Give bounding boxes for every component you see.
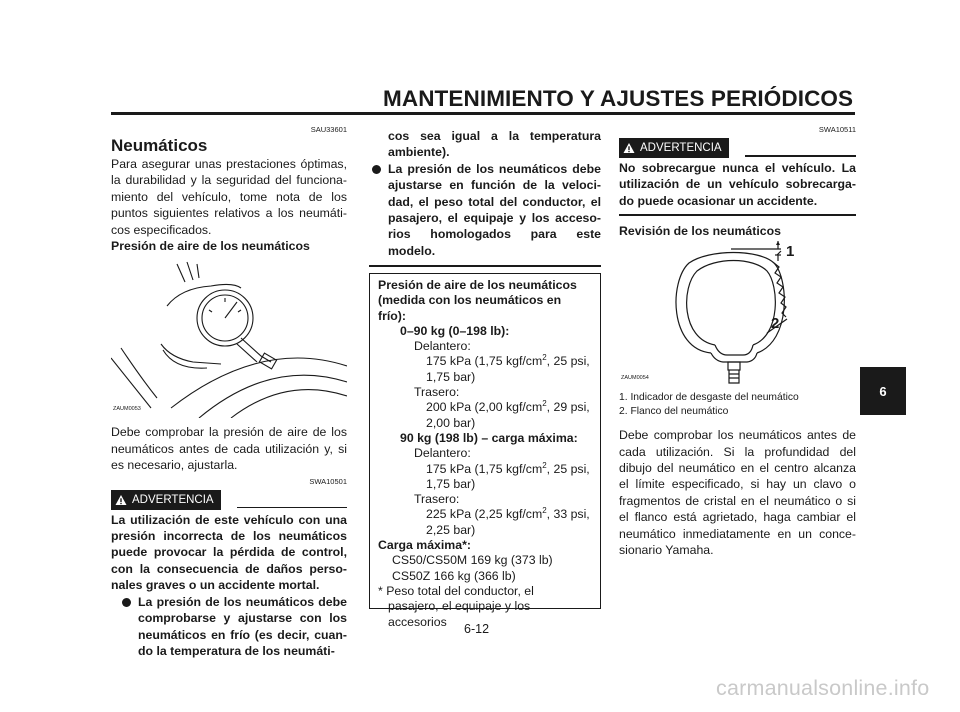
spec-value: 1,75 bar) (426, 369, 476, 384)
section-title: Neumáticos (111, 136, 208, 155)
warning-code: SWA10501 (309, 476, 347, 486)
bullet-text: La presión de los neumáticos debe ajustarse en función de la veloci-dad, el peso total del conductor, el pasajero, el equipaje y los acceso-rios homologados para este modelo. (388, 161, 601, 258)
bullet-text: La presión de los neumáticos debe comprobarse y ajustarse con los neumáticos en frío (es decir, cuan-do la temperatura de los neumáti- (138, 594, 347, 658)
spec-footnote: * Peso total del conductor, el (378, 583, 534, 598)
warning-badge (619, 138, 729, 158)
figure-code: ZAUM0054 (621, 375, 649, 382)
inspection-paragraph: Debe comprobar los neumáticos antes de cada utilización. Si la profundidad del dibujo del neumático en el centro alcanza el límite especificado, si hay un clavo o fragmentos de cristal en el neumático o si el flanco está agrietado, haga cambiar el neumático inmediatamente en un conce-sionario Yamaha. (619, 428, 856, 557)
callout-sidewall: 2 (771, 315, 780, 333)
bullet-dot-icon (122, 598, 131, 607)
intro-paragraph: Para asegurar unas prestaciones óptimas, la durabilidad y la seguridad del funciona-miento del vehículo, tome nota de los puntos siguientes relativos a los neumáti-cos especificados. (111, 157, 347, 237)
warning-label: ADVERTENCIA (640, 142, 722, 154)
warning-end-rule (369, 265, 601, 267)
chapter-tab: 6 (860, 367, 906, 415)
pressure-paragraph: Debe comprobar la presión de aire de los neumáticos antes de cada utilización y, si es necesario, ajustarla. (111, 425, 347, 473)
figure-code: ZAUM0053 (113, 406, 141, 413)
column-right (619, 124, 856, 558)
warning-label: ADVERTENCIA (132, 493, 214, 506)
spec-front-label: Delantero: (414, 446, 471, 461)
warning-bullet (119, 594, 347, 660)
spec-value: 225 kPa (2,25 kgf/$cm^2$, 33 psi, (426, 506, 590, 522)
spec-max-load-value: CS50Z 166 kg (366 lb) (392, 568, 516, 583)
section-code: SAU33601 (310, 125, 347, 134)
page-number: 6-12 (464, 622, 490, 636)
warning-header (111, 490, 347, 512)
spec-rear-label: Trasero: (414, 385, 460, 400)
warning-bullet (369, 161, 601, 259)
warning-text: La utilización de este vehículo con una presión incorrecta de los neumáticos puede provocar la pérdida de control, con la consecuencia de daños perso-nales graves o un accidente mortal. (111, 512, 347, 593)
spec-title: (medida con los neumáticos en (378, 293, 562, 308)
page-header-title: MANTENIMIENTO Y AJUSTES PERIÓDICOS (383, 86, 854, 111)
tire-drawing (619, 241, 856, 391)
bullet-dot-icon (372, 165, 381, 174)
spec-load-range: 0–90 kg (0–198 lb): (400, 323, 510, 338)
callout-wear-indicator: 1 (786, 243, 795, 261)
inspection-subtitle: Revisión de los neumáticos (619, 223, 781, 238)
spec-title: frío): (378, 308, 406, 323)
bullet-text: cos sea igual a la temperatura ambiente). (388, 129, 601, 160)
spec-title: Presión de aire de los neumáticos (378, 278, 577, 292)
warning-rule (237, 507, 347, 509)
spec-value: 200 kPa (2,00 kgf/$cm^2$, 29 psi, (426, 399, 590, 415)
spec-front-label: Delantero: (414, 339, 471, 354)
spec-value: 175 kPa (1,75 kgf/$cm^2$, 25 psi, (426, 353, 590, 369)
spec-value: 1,75 bar) (426, 476, 476, 491)
spec-value: 175 kPa (1,75 kgf/$cm^2$, 25 psi, (426, 460, 590, 476)
gauge-drawing (111, 258, 347, 418)
column-left (111, 124, 347, 659)
spec-load-range: 90 kg (198 lb) – carga máxima: (400, 430, 578, 445)
pressure-subtitle: Presión de aire de los neumáticos (111, 239, 310, 254)
spec-max-load-value: CS50/CS50M 169 kg (373 lb) (392, 553, 553, 568)
figure-caption: 1. Indicador de desgaste del neumático (619, 392, 799, 404)
figure-caption: 2. Flanco del neumático (619, 405, 729, 417)
watermark: carmanualsonline.info (716, 676, 930, 700)
warning-text: No sobrecargue nunca el vehículo. La utilización de un vehículo sobrecarga-do puede ocasionar un accidente. (619, 161, 856, 208)
warning-header (619, 138, 856, 160)
warning-badge (111, 490, 221, 510)
warning-end-rule (619, 214, 856, 216)
spec-value: 2,25 bar) (426, 522, 476, 537)
tire-cross-section-illustration (619, 241, 856, 391)
column-middle (369, 128, 601, 267)
warning-triangle-icon (115, 494, 127, 506)
warning-bullet-continued (369, 128, 601, 161)
warning-triangle-icon (623, 142, 635, 154)
spec-rear-label: Trasero: (414, 492, 460, 507)
warning-code: SWA10511 (818, 125, 856, 134)
spec-footnote: pasajero, el equipaje y los (388, 599, 531, 614)
warning-rule (745, 155, 856, 157)
spec-value: 2,00 bar) (426, 415, 476, 430)
header-rule (111, 112, 855, 115)
spec-max-load-title: Carga máxima*: (378, 538, 471, 553)
spec-footnote: accesorios (388, 614, 447, 629)
pressure-gauge-illustration (111, 258, 347, 418)
